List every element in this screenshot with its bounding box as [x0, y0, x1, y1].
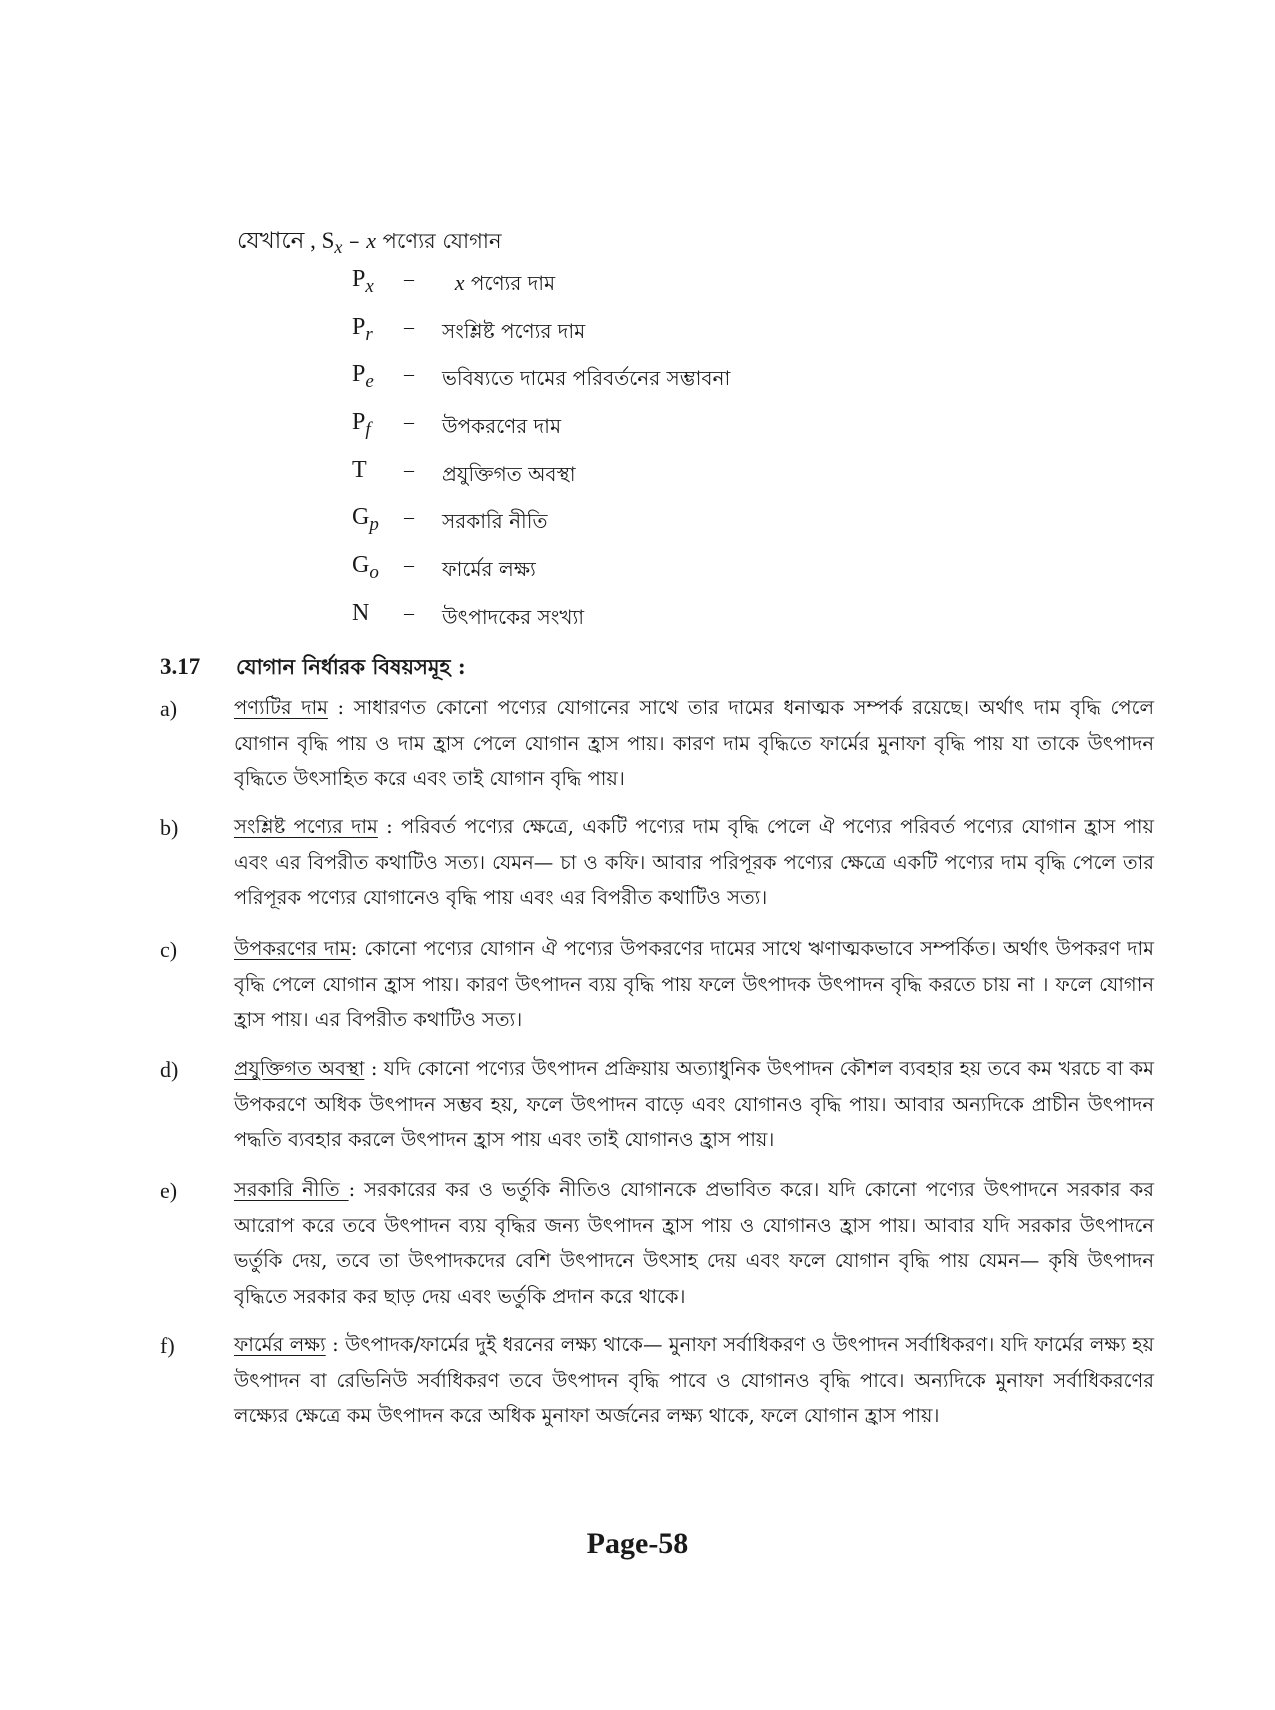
item-term: প্রযুক্তিগত অবস্থা — [234, 1057, 365, 1080]
variable-symbol: T — [352, 456, 367, 483]
item-body — [234, 690, 1154, 797]
item-marker: f) — [160, 1333, 175, 1358]
variable-row — [352, 504, 952, 552]
variable-subscript: e — [365, 371, 374, 393]
variable-row — [352, 409, 952, 457]
variable-row — [352, 314, 952, 362]
item-marker: a) — [160, 696, 178, 721]
variable-desc: প্রযুক্তিগত অবস্থা — [442, 461, 576, 486]
variable-symbol: P — [352, 361, 366, 388]
variable-symbol: G — [352, 552, 370, 579]
item-text: কোনো পণ্যের যোগান ঐ পণ্যের উপকরণের দামের সাথে ঋণাত্মকভাবে সম্পর্কিত। অর্থাৎ উপকরণ দাম বৃদ্ধি পেলে যোগান হ্রাস পায়। কারণ উৎপাদন ব্যয় বৃদ্ধি পায় ফলে উৎপাদক উৎপাদন বৃদ্ধি করতে চায় না । ফলে যোগান হ্রাস পায়। এর বিপরীত কথাটিও সত্য। — [234, 937, 1154, 1031]
item-marker: c) — [160, 937, 178, 962]
section-heading — [160, 651, 466, 686]
item-text: উৎপাদক/ফার্মের দুই ধরনের লক্ষ্য থাকে— মুনাফা সর্বাধিকরণ ও উৎপাদন সর্বাধিকরণ। যদি ফার্মের লক্ষ্য হয় উৎপাদন বা রেভিনিউ সর্বাধিকরণ তবে উৎপাদন বৃদ্ধি পাবে ও যোগানও বৃদ্ধি পাবে। অন্যদিকে মুনাফা সর্বাধিকরণের লক্ষ্যের ক্ষেত্রে কম উৎপাদন করে অধিক মুনাফা অর্জনের লক্ষ্য থাকে, ফলে যোগান হ্রাস পায়। — [234, 1333, 1155, 1427]
variable-symbol: G — [352, 504, 370, 531]
variable-dash: – — [404, 363, 414, 386]
section-number: 3.17 — [160, 654, 201, 679]
variable-dash: – — [404, 554, 414, 577]
variable-dash: – — [404, 315, 414, 338]
variable-desc: উৎপাদকের সংখ্যা — [442, 604, 585, 629]
variable-dash: – — [404, 458, 414, 481]
item-term: সরকারি নীতি — [234, 1178, 349, 1201]
variable-symbol: N — [352, 599, 370, 626]
variable-symbol: P — [352, 266, 366, 292]
item-term: ফার্মের লক্ষ্য — [234, 1333, 326, 1356]
variable-desc: সংশ্লিষ্ট পণ্যের দাম — [442, 318, 586, 343]
variable-desc-var: x — [454, 270, 465, 295]
item-text: পরিবর্ত পণ্যের ক্ষেত্রে, একটি পণ্যের দাম বৃদ্ধি পেলে ঐ পণ্যের পরিবর্ত পণ্যের যোগান হ্রাস পায় এবং এর বিপরীত কথাটিও সত্য। যেমন— চা ও কফি। আবার পরিপূরক পণ্যের ক্ষেত্রে একটি পণ্যের দাম বৃদ্ধি পেলে তার পরিপূরক পণ্যের যোগানেও বৃদ্ধি পায় এবং এর বিপরীত কথাটিও সত্য। — [234, 815, 1155, 909]
variable-subscript: p — [369, 514, 379, 536]
variable-subscript: r — [365, 323, 373, 345]
variable-subscript: o — [369, 562, 379, 584]
intro-prefix: যেখানে , S — [237, 228, 335, 253]
item-body — [234, 1172, 1154, 1314]
item-body — [234, 1327, 1154, 1434]
variable-row — [352, 361, 952, 409]
item-text: সাধারণত কোনো পণ্যের যোগানের সাথে তার দামের ধনাত্মক সম্পর্ক রয়েছে। অর্থাৎ দাম বৃদ্ধি পেলে যোগান বৃদ্ধি পায় ও দাম হ্রাস পেলে যোগান হ্রাস পায়। কারণ দাম বৃদ্ধিতে ফার্মের মুনাফা বৃদ্ধি পায় যা তাকে উৎপাদন বৃদ্ধিতে উৎসাহিত করে এবং তাই যোগান বৃদ্ধি পায়। — [234, 696, 1155, 790]
variable-dash: – — [404, 268, 414, 290]
item-marker: d) — [160, 1057, 179, 1082]
intro-var: x — [366, 228, 376, 253]
item-term: উপকরণের দাম — [234, 937, 351, 960]
variable-desc: ভবিষ্যতে দামের পরিবর্তনের সম্ভাবনা — [442, 366, 731, 391]
item-text: যদি কোনো পণ্যের উৎপাদন প্রক্রিয়ায় অত্যাধুনিক উৎপাদন কৌশল ব্যবহার হয় তবে কম খরচে বা কম উপকরণে অধিক উৎপাদন সম্ভব হয়, ফলে উৎপাদন বাড়ে এবং যোগানও বৃদ্ধি পায়। আবার অন্যদিকে প্রাচীন উৎপাদন পদ্ধতি ব্যবহার করলে উৎপাদন হ্রাস পায় এবং তাই যোগানও হ্রাস পায়। — [234, 1057, 1154, 1151]
item-marker: b) — [160, 815, 179, 840]
section-title: যোগান নির্ধারক বিষয়সমূহ : — [236, 654, 466, 679]
variable-symbol: P — [352, 313, 366, 340]
item-sep: : — [325, 1333, 346, 1356]
page-number: Page-58 — [586, 1527, 689, 1560]
item-marker: e) — [160, 1178, 178, 1203]
item-text: সরকারের কর ও ভর্তুকি নীতিও যোগানকে প্রভাবিত করে। যদি কোনো পণ্যের উৎপাদনে সরকার কর আরোপ করে তবে উৎপাদন ব্যয় বৃদ্ধির জন্য উৎপাদন হ্রাস পায় ও যোগানও হ্রাস পায়। আবার যদি সরকার উৎপাদনে ভর্তুকি দেয়, তবে তা উৎপাদকদের বেশি উৎপাদনে উৎসাহ দেয় এবং ফলে যোগান বৃদ্ধি পায় যেমন— কৃষি উৎপাদন বৃদ্ধিতে সরকার কর ছাড় দেয় এবং ভর্তুকি প্রদান করে থাকে। — [234, 1178, 1154, 1308]
variable-desc: পণ্যের দাম — [464, 271, 556, 295]
variable-subscript: f — [365, 419, 371, 441]
item-body — [234, 1051, 1154, 1158]
variable-symbol: P — [352, 409, 366, 436]
variable-desc: সরকারি নীতি — [442, 509, 548, 534]
variable-row — [352, 457, 952, 505]
item-body — [234, 809, 1154, 916]
item-sep: : — [377, 815, 402, 838]
item-term: পণ্যটির দাম — [234, 696, 328, 719]
item-sep: : — [350, 937, 365, 960]
item-term: সংশ্লিষ্ট পণ্যের দাম — [234, 815, 378, 838]
variable-dash: – — [404, 411, 414, 434]
item-sep: : — [327, 696, 354, 719]
variable-row — [352, 552, 952, 600]
variable-dash: – — [404, 601, 414, 624]
item-body — [234, 931, 1154, 1038]
variable-row — [352, 600, 952, 648]
variable-row — [352, 266, 952, 314]
intro-subscript: x — [334, 237, 343, 257]
item-sep: : — [348, 1178, 365, 1201]
item-sep: : — [364, 1057, 384, 1080]
variable-desc: উপকরণের দাম — [442, 414, 562, 439]
intro-dash: – — [342, 229, 367, 253]
variable-list — [352, 266, 952, 648]
intro-line — [237, 222, 501, 261]
variable-dash: – — [404, 506, 414, 529]
intro-rest: পণ্যের যোগান — [376, 229, 502, 253]
variable-subscript: x — [365, 276, 374, 297]
variable-desc: ফার্মের লক্ষ্য — [442, 557, 536, 582]
